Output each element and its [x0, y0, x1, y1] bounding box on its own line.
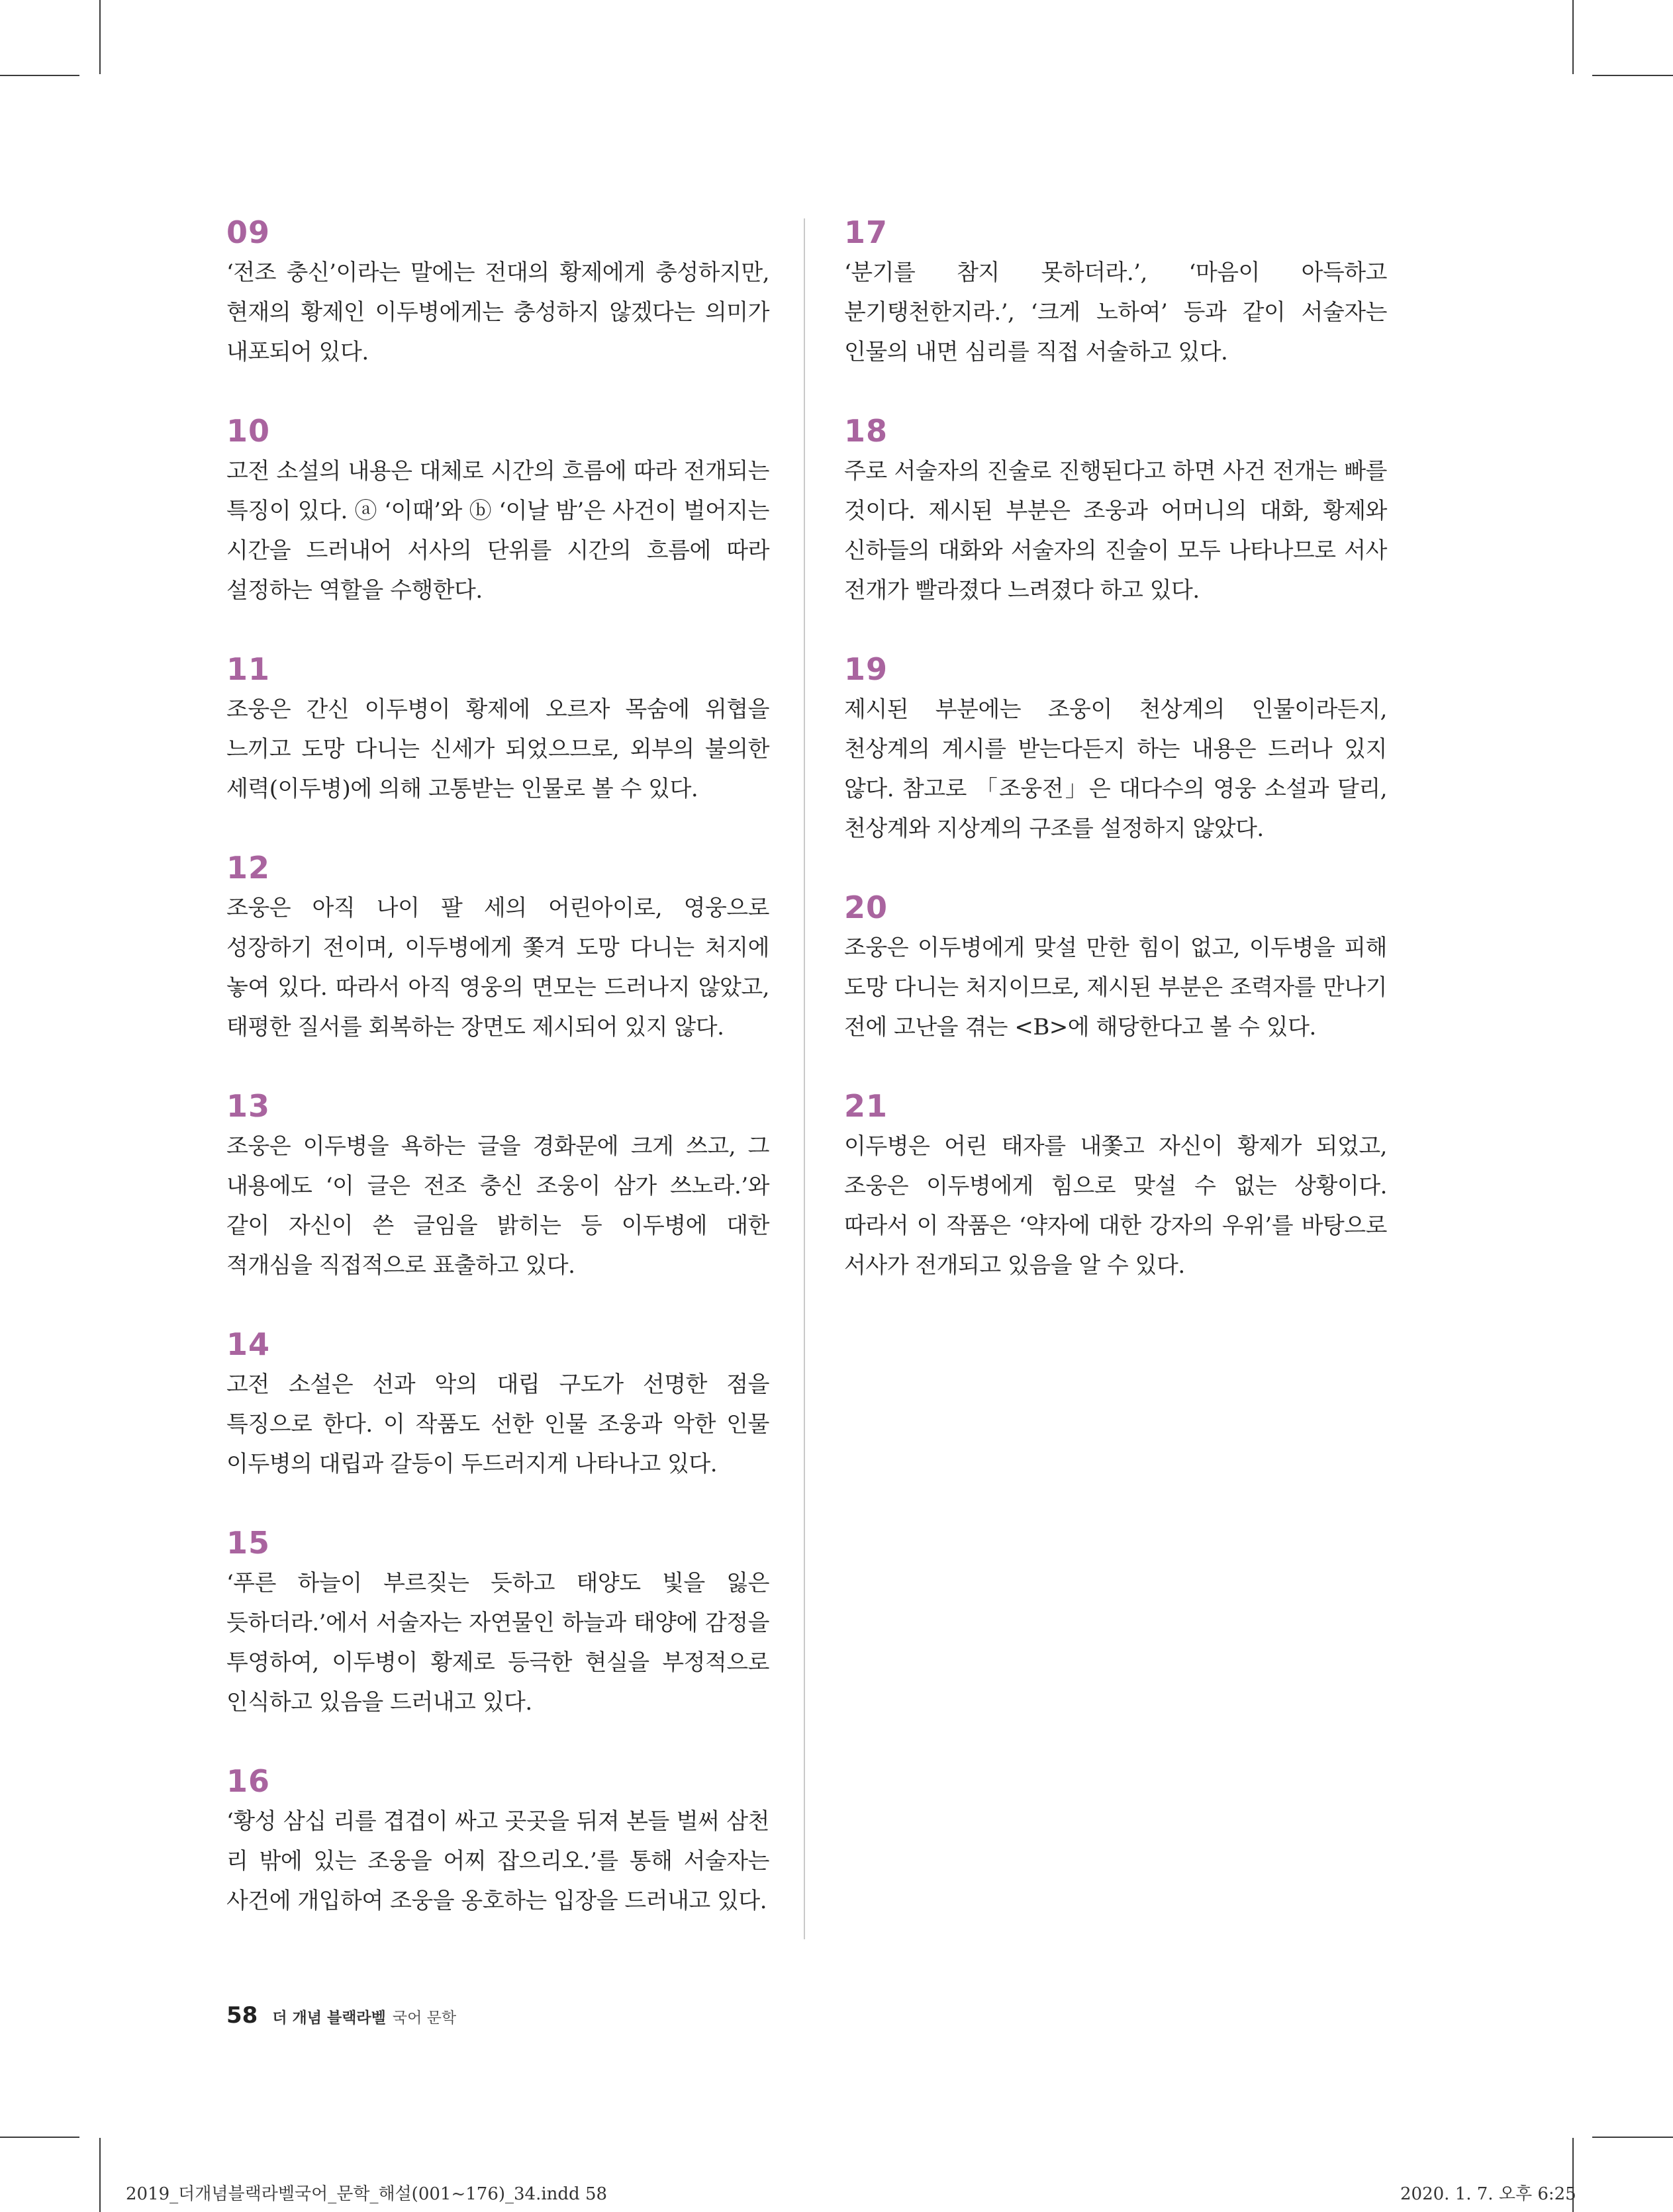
item-text: 주로 서술자의 진술로 진행된다고 하면 사건 전개는 빠를 것이다. 제시된 부분은 조웅과 어머니의 대화, 황제와 신하들의 대화와 서술자의 진술이 모두 나타나므로 서사 전개가 빨라졌다 느려졌다 하고 있다. — [844, 458, 1387, 604]
answer-item — [226, 847, 769, 1085]
item-number: 09 — [226, 214, 271, 250]
item-text: 조웅은 간신 이두병이 황제에 오르자 목숨에 위협을 느끼고 도망 다니는 신세가 되었으므로, 외부의 불의한 세력(이두병)에 의해 고통받는 인물로 볼 수 있다. — [226, 696, 769, 802]
answer-item — [844, 1085, 1387, 1324]
item-number: 20 — [844, 890, 888, 925]
page-footer — [226, 2002, 456, 2029]
right-column — [844, 212, 1387, 1324]
crop-mark — [0, 75, 79, 76]
answer-item — [844, 410, 1387, 649]
answer-item — [226, 649, 769, 847]
item-text: 조웅은 이두병에게 맞설 만한 힘이 없고, 이두병을 피해 도망 다니는 처지이므로, 제시된 부분은 조력자를 만나기 전에 고난을 겪는 <B>에 해당한다고 볼 수 있다. — [844, 935, 1387, 1040]
item-text: ‘전조 충신’이라는 말에는 전대의 황제에게 충성하지만, 현재의 황제인 이두병에게는 충성하지 않겠다는 의미가 내포되어 있다. — [226, 259, 769, 365]
item-number: 14 — [226, 1326, 271, 1362]
item-number: 17 — [844, 214, 888, 250]
item-text: ‘분기를 참지 못하더라.’, ‘마음이 아득하고 분기탱천한지라.’, ‘크게 노하여’ 등과 같이 서술자는 인물의 내면 심리를 직접 서술하고 있다. — [844, 259, 1387, 365]
crop-mark — [0, 2137, 79, 2138]
crop-mark — [1572, 0, 1574, 74]
item-text: 조웅은 이두병을 욕하는 글을 경화문에 크게 쓰고, 그 내용에도 ‘이 글은 전조 충신 조웅이 삼가 쓰노라.’와 같이 자신이 쓴 글임을 밝히는 등 이두병에 대한 적개심을 직접적으로 표출하고 있다. — [226, 1133, 769, 1279]
item-number: 15 — [226, 1525, 271, 1561]
item-number: 10 — [226, 413, 271, 449]
item-number: 19 — [844, 651, 888, 687]
answer-item — [226, 1522, 769, 1761]
item-text: 고전 소설은 선과 악의 대립 구도가 선명한 점을 특징으로 한다. 이 작품도 선한 인물 조웅과 악한 인물 이두병의 대립과 갈등이 두드러지게 나타나고 있다. — [226, 1371, 769, 1477]
item-text: 제시된 부분에는 조웅이 천상계의 인물이라든지, 천상계의 계시를 받는다든지 하는 내용은 드러나 있지 않다. 참고로 「조웅전」은 대다수의 영웅 소설과 달리, 천상계와 지상계의 구조를 설정하지 않았다. — [844, 696, 1387, 842]
answer-item — [226, 212, 769, 410]
answer-item — [226, 1085, 769, 1324]
column-divider — [804, 218, 805, 1939]
crop-mark — [99, 0, 101, 74]
page-number: 58 — [226, 2002, 258, 2029]
item-number: 21 — [844, 1088, 888, 1124]
answer-item — [226, 1761, 769, 1959]
left-column — [226, 212, 769, 1959]
crop-mark — [1592, 2137, 1673, 2138]
item-text: 고전 소설의 내용은 대체로 시간의 흐름에 따라 전개되는 특징이 있다. ⓐ ‘이때’와 ⓑ ‘이날 밤’은 사건이 벌어지는 시간을 드러내어 서사의 단위를 시간의 흐름에 따라 설정하는 역할을 수행한다. — [226, 458, 769, 604]
answer-item — [226, 410, 769, 649]
item-number: 18 — [844, 413, 888, 449]
item-text: ‘황성 삼십 리를 겹겹이 싸고 곳곳을 뒤져 본들 벌써 삼천 리 밖에 있는 조웅을 어찌 잡으리오.’를 통해 서술자는 사건에 개입하여 조웅을 옹호하는 입장을 드러내고 있다. — [226, 1808, 769, 1914]
subject-label: 국어 문학 — [392, 2009, 457, 2027]
item-number: 16 — [226, 1763, 271, 1799]
print-slug-file: 2019_더개념블랙라벨국어_문학_해설(001~176)_34.indd 58 — [126, 2184, 608, 2204]
item-text: 조웅은 아직 나이 팔 세의 어린아이로, 영웅으로 성장하기 전이며, 이두병에게 쫓겨 도망 다니는 처지에 놓여 있다. 따라서 아직 영웅의 면모는 드러나지 않았고, 태평한 질서를 회복하는 장면도 제시되어 있지 않다. — [226, 895, 769, 1040]
item-text: 이두병은 어린 태자를 내쫓고 자신이 황제가 되었고, 조웅은 이두병에게 힘으로 맞설 수 없는 상황이다. 따라서 이 작품은 ‘약자에 대한 강자의 우위’를 바탕으로 서사가 전개되고 있음을 알 수 있다. — [844, 1133, 1387, 1279]
answer-item — [844, 649, 1387, 887]
crop-mark — [99, 2138, 101, 2212]
item-number: 12 — [226, 850, 271, 886]
item-number: 13 — [226, 1088, 271, 1124]
answer-item — [844, 212, 1387, 410]
print-slug-timestamp: 2020. 1. 7. 오후 6:25 — [1400, 2184, 1576, 2204]
answer-item — [226, 1324, 769, 1522]
crop-mark — [1592, 75, 1673, 76]
book-title: 더 개념 블랙라벨 — [272, 2009, 386, 2027]
item-number: 11 — [226, 651, 271, 687]
item-text: ‘푸른 하늘이 부르짖는 듯하고 태양도 빛을 잃은 듯하더라.’에서 서술자는 자연물인 하늘과 태양에 감정을 투영하여, 이두병이 황제로 등극한 현실을 부정적으로 인식하고 있음을 드러내고 있다. — [226, 1570, 769, 1716]
answer-item — [844, 887, 1387, 1085]
